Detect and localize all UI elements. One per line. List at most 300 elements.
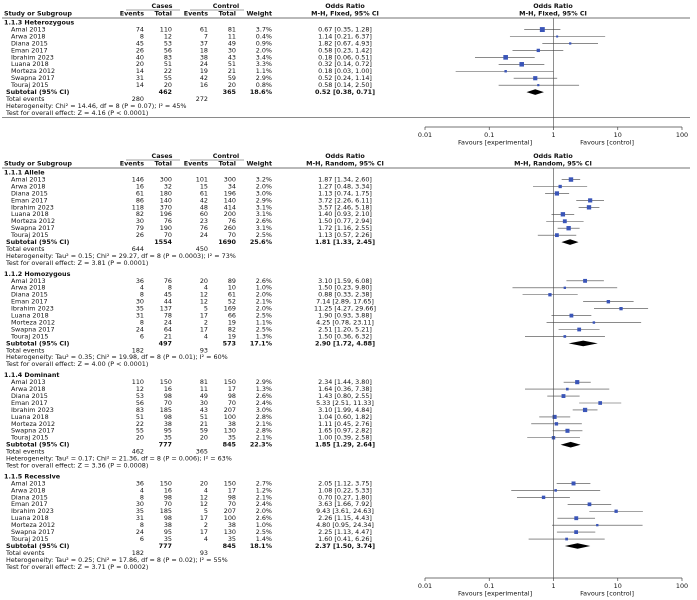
method-header: M-H, Fixed, 95% CI [311, 9, 379, 18]
study-or-square [570, 314, 574, 318]
subtotal-control-total: 845 [222, 541, 236, 550]
cases-events: 4 [139, 486, 144, 495]
cases-events: 86 [135, 196, 144, 205]
control-events: 30 [199, 398, 208, 407]
control-total: 82 [227, 325, 236, 334]
study-or-square [561, 212, 565, 216]
cases-total-header: Total [154, 159, 172, 168]
study-name: Amal 2013 [11, 276, 46, 285]
cases-total: 185 [159, 405, 172, 414]
study-or-ci: 1.04 [0.60, 1.82] [318, 412, 372, 421]
study-or-square [537, 84, 539, 86]
control-total: 100 [223, 514, 236, 523]
study-name: Touraj 2015 [11, 433, 49, 442]
control-events: 18 [199, 46, 208, 55]
subtotal-label: Subtotal (95% CI) [6, 541, 70, 550]
plot-method-header: M-H, Fixed, 95% CI [519, 9, 587, 18]
cases-total: 137 [159, 304, 172, 313]
control-events: 43 [199, 405, 208, 414]
x-tick-label: 0.01 [417, 131, 433, 139]
total-events-label: Total events [6, 94, 45, 103]
study-or-square [577, 328, 581, 332]
study-or-ci: 4.25 [0.78, 23.11] [316, 318, 374, 327]
study-or-ci: 2.26 [1.15, 4.43] [318, 514, 372, 523]
study-weight: 3.7% [255, 25, 272, 34]
control-total-header: Total [218, 159, 236, 168]
cases-events: 31 [135, 514, 144, 523]
control-total: 52 [227, 297, 236, 306]
study-name: Morteza 2012 [11, 217, 56, 226]
control-events: 2 [203, 318, 208, 327]
cases-total: 70 [163, 398, 172, 407]
control-events: 49 [199, 391, 208, 400]
subtotal-control-total: 1690 [218, 238, 236, 246]
x-tick-label: 1 [551, 582, 556, 590]
cases-total: 300 [159, 175, 172, 184]
cases-total: 180 [159, 189, 172, 198]
cases-total: 16 [163, 486, 172, 495]
subtotal-diamond [561, 442, 581, 448]
study-or-square [572, 481, 576, 485]
control-total: 30 [227, 46, 236, 55]
control-events: 23 [199, 217, 208, 226]
study-name: Amal 2013 [11, 25, 46, 34]
control-total: 43 [227, 53, 236, 62]
favours-experimental-label: Favours [experimental] [457, 589, 533, 598]
control-total: 200 [223, 210, 236, 219]
cases-total: 76 [163, 276, 172, 285]
control-events-header: Events [183, 159, 208, 168]
study-weight: 1.4% [255, 534, 272, 543]
subtotal-weight: 18.6% [249, 88, 272, 96]
study-or-square [519, 62, 524, 67]
control-events: 4 [203, 534, 208, 543]
study-weight: 3.4% [255, 53, 272, 62]
control-events: 38 [199, 53, 208, 62]
subtotal-or-ci: 1.81 [1.33, 2.45] [314, 238, 376, 246]
control-events: 42 [199, 196, 208, 205]
heterogeneity-text: Heterogeneity: Chi² = 14.46, df = 8 (P = 0.07); I² = 45% [6, 101, 187, 110]
control-events: 19 [199, 67, 208, 76]
cases-total: 35 [163, 534, 172, 543]
study-weight: 2.9% [255, 74, 272, 83]
cases-total: 98 [163, 493, 172, 502]
subtotal-or-ci: 2.90 [1.72, 4.88] [314, 339, 376, 348]
cases-total: 83 [163, 53, 172, 62]
study-or-ci: 1.90 [0.93, 3.88] [318, 311, 372, 320]
study-name: Morteza 2012 [11, 521, 56, 530]
control-events: 59 [199, 426, 208, 435]
cases-events: 79 [135, 224, 144, 233]
study-weight: 0.9% [255, 39, 272, 48]
cases-total: 76 [163, 217, 172, 226]
cases-events: 35 [135, 507, 144, 516]
cases-events: 4 [139, 283, 144, 292]
study-or-ci: 2.05 [1.12, 3.75] [318, 479, 372, 488]
study-weight: 2.8% [255, 412, 272, 421]
control-total: 61 [227, 290, 236, 299]
study-or-square [555, 422, 558, 425]
study-or-square [598, 401, 602, 405]
control-total: 66 [227, 311, 236, 320]
cases-total: 185 [159, 507, 172, 516]
study-weight: 3.3% [255, 60, 272, 69]
heterogeneity-text: Heterogeneity: Tau² = 0.15; Chi² = 29.27, df = 8 (P = 0.0003); I² = 73% [6, 251, 236, 260]
study-or-square [559, 185, 562, 188]
control-total: 260 [223, 224, 236, 233]
study-or-square [555, 191, 559, 195]
total-events-label: Total events [6, 346, 45, 355]
study-name: Eman 2017 [11, 196, 48, 205]
study-or-square [533, 76, 537, 80]
study-weight: 3.1% [255, 224, 272, 233]
cases-events: 6 [139, 332, 144, 341]
x-tick-label: 0.01 [417, 582, 433, 590]
subgroup-label: 1.1.4 Dominant [4, 371, 60, 380]
cases-events: 35 [135, 304, 144, 313]
control-total: 19 [227, 318, 236, 327]
study-name: Eman 2017 [11, 46, 48, 55]
control-events: 4 [203, 332, 208, 341]
control-events: 51 [199, 412, 208, 421]
x-tick-label: 100 [675, 131, 689, 139]
cases-events: 16 [135, 182, 144, 191]
study-or-ci: 0.18 [0.03, 1.00] [318, 67, 372, 76]
control-events: 21 [199, 419, 208, 428]
control-total: 10 [227, 283, 236, 292]
control-events: 17 [199, 325, 208, 334]
study-name: Eman 2017 [11, 500, 48, 509]
study-name: Morteza 2012 [11, 67, 56, 76]
study-name: Arwa 2018 [11, 182, 46, 191]
study-weight: 2.8% [255, 426, 272, 435]
cases-total: 12 [163, 32, 172, 41]
cases-total: 53 [163, 39, 172, 48]
study-or-ci: 3.10 [1.59, 6.08] [318, 276, 372, 285]
cases-total: 196 [159, 210, 172, 219]
cases-total: 98 [163, 514, 172, 523]
cases-total: 70 [163, 500, 172, 509]
control-events: 4 [203, 486, 208, 495]
study-or-ci: 0.52 [0.24, 1.14] [318, 74, 372, 83]
study-or-ci: 1.50 [0.23, 9.80] [318, 283, 372, 292]
subtotal-weight: 17.1% [249, 339, 272, 348]
control-total: 59 [227, 74, 236, 83]
favours-control-label: Favours [control] [580, 138, 634, 147]
control-events: 2 [203, 521, 208, 530]
cases-total: 16 [163, 385, 172, 393]
cases-events: 55 [135, 426, 144, 435]
control-total: 49 [227, 39, 236, 48]
study-name: Amal 2013 [11, 378, 46, 387]
cases-total-header: Total [154, 9, 172, 18]
study-or-square [587, 205, 591, 209]
cases-total: 38 [163, 419, 172, 428]
subtotal-label: Subtotal (95% CI) [6, 339, 70, 348]
cases-events: 31 [135, 74, 144, 83]
control-total: 140 [223, 196, 236, 205]
control-total: 207 [223, 507, 236, 516]
cases-total: 98 [163, 391, 172, 400]
study-name: Arwa 2018 [11, 32, 46, 41]
total-events-control: 93 [199, 548, 208, 557]
cases-total: 8 [167, 283, 172, 292]
study-name: Swapna 2017 [11, 325, 55, 334]
cases-events: 26 [135, 46, 144, 55]
favours-control-label: Favours [control] [580, 589, 634, 598]
cases-events: 22 [135, 419, 144, 428]
cases-events: 30 [135, 500, 144, 509]
study-weight: 2.1% [255, 433, 272, 442]
study-or-ci: 9.43 [3.61, 24.63] [316, 507, 374, 516]
study-or-ci: 1.13 [0.57, 2.26] [318, 231, 372, 240]
study-weight: 3.2% [255, 175, 272, 184]
study-or-ci: 3.72 [2.26, 6.11] [318, 196, 372, 205]
study-or-ci: 1.64 [0.36, 7.38] [318, 385, 372, 393]
study-name: Arwa 2018 [11, 486, 46, 495]
cases-total: 140 [159, 196, 172, 205]
control-events: 7 [203, 32, 208, 41]
cases-header: Cases [151, 2, 173, 10]
cases-events: 30 [135, 297, 144, 306]
subtotal-control-total: 845 [222, 440, 236, 449]
control-total: 100 [223, 412, 236, 421]
study-or-ci: 1.13 [0.74, 1.75] [318, 189, 372, 198]
cases-events: 30 [135, 217, 144, 226]
study-or-square [564, 287, 566, 289]
study-or-square [614, 510, 617, 513]
study-or-ci: 2.34 [1.44, 3.80] [318, 378, 372, 387]
cases-total: 64 [163, 325, 172, 334]
cases-events: 83 [135, 405, 144, 414]
study-weight: 2.6% [255, 514, 272, 523]
x-tick-label: 0.1 [484, 131, 495, 139]
weight-header: Weight [246, 9, 272, 18]
total-events-label: Total events [6, 548, 45, 557]
control-total: 38 [227, 419, 236, 428]
cases-events: 36 [135, 276, 144, 285]
study-weight: 2.4% [255, 398, 272, 407]
subgroup-label: 1.1.3 Heterozygous [4, 18, 75, 27]
control-events: 24 [199, 231, 208, 240]
subtotal-control-total: 573 [222, 339, 236, 348]
study-or-ci: 3.10 [1.99, 4.84] [318, 405, 372, 414]
control-total: 17 [227, 385, 236, 393]
overall-effect-text: Test for overall effect: Z = 3.36 (P = 0.0008) [6, 461, 149, 470]
control-total: 150 [223, 378, 236, 387]
control-total: 150 [223, 479, 236, 488]
study-or-square [619, 307, 622, 310]
subtotal-cases-total: 777 [158, 541, 172, 550]
weight-header: Weight [246, 159, 272, 168]
control-events: 12 [199, 290, 208, 299]
cases-events: 51 [135, 412, 144, 421]
heterogeneity-text: Heterogeneity: Tau² = 0.25; Chi² = 17.86, df = 8 (P = 0.02); I² = 55% [6, 555, 228, 564]
method-header: M-H, Random, 95% CI [306, 159, 384, 168]
study-or-ci: 1.27 [0.48, 3.34] [318, 182, 372, 191]
study-weight: 1.3% [255, 385, 272, 393]
study-weight: 2.1% [255, 419, 272, 428]
study-or-square [548, 293, 551, 296]
study-weight: 1.2% [255, 486, 272, 495]
cases-events: 61 [135, 189, 144, 198]
study-or-square [540, 27, 545, 32]
study-name: Ibrahim 2023 [11, 304, 54, 313]
subtotal-diamond [565, 543, 590, 549]
control-events: 12 [199, 500, 208, 509]
control-events: 61 [199, 25, 208, 34]
control-events: 12 [199, 493, 208, 502]
study-weight: 2.1% [255, 297, 272, 306]
cases-events: 56 [135, 398, 144, 407]
study-name: Morteza 2012 [11, 318, 56, 327]
overall-effect-text: Test for overall effect: Z = 3.71 (P = 0.0002) [6, 562, 149, 571]
cases-events: 20 [135, 60, 144, 69]
control-header: Control [212, 152, 240, 160]
study-weight: 2.5% [255, 311, 272, 320]
study-or-square [583, 279, 587, 283]
heterogeneity-text: Heterogeneity: Tau² = 0.17; Chi² = 21.36, df = 8 (P = 0.006); I² = 63% [6, 454, 232, 463]
cases-events: 31 [135, 311, 144, 320]
study-weight: 3.0% [255, 405, 272, 414]
subtotal-label: Subtotal (95% CI) [6, 238, 70, 246]
study-or-square [583, 408, 587, 412]
study-or-ci: 3.63 [1.66, 7.92] [318, 500, 372, 509]
study-or-square [596, 524, 598, 526]
study-name: Touraj 2015 [11, 332, 49, 341]
study-weight: 1.0% [255, 283, 272, 292]
control-events-header: Events [183, 9, 208, 18]
control-events: 20 [199, 479, 208, 488]
study-weight: 2.6% [255, 217, 272, 226]
control-events: 12 [199, 297, 208, 306]
cases-events: 8 [139, 493, 144, 502]
control-events: 48 [199, 203, 208, 212]
study-weight: 1.0% [255, 521, 272, 530]
cases-events: 36 [135, 479, 144, 488]
control-events: 101 [195, 175, 208, 184]
study-or-ci: 11.25 [4.27, 29.66] [314, 304, 376, 313]
control-total: 207 [223, 405, 236, 414]
x-tick-label: 10 [613, 582, 622, 590]
control-events: 5 [203, 304, 208, 313]
cases-events: 146 [131, 175, 144, 184]
study-or-square [555, 233, 559, 237]
subtotal-cases-total: 497 [158, 339, 172, 348]
study-name: Luana 2018 [11, 210, 49, 219]
study-or-square [537, 49, 540, 52]
cases-events: 82 [135, 210, 144, 219]
control-total: 70 [227, 398, 236, 407]
cases-events: 8 [139, 521, 144, 530]
control-total: 17 [227, 486, 236, 495]
total-events-cases: 644 [131, 244, 144, 253]
study-weight: 0.8% [255, 81, 272, 90]
control-total: 38 [227, 521, 236, 530]
study-or-square [504, 70, 506, 72]
cases-total: 55 [163, 74, 172, 83]
total-events-label: Total events [6, 244, 45, 253]
study-or-ci: 0.32 [0.14, 0.72] [318, 60, 372, 69]
study-or-square [607, 300, 610, 303]
study-weight: 2.0% [255, 182, 272, 191]
study-or-square [574, 516, 578, 520]
subtotal-weight: 22.3% [249, 440, 272, 449]
subtotal-label: Subtotal (95% CI) [6, 440, 70, 449]
study-or-square [565, 538, 568, 541]
study-or-square [565, 429, 569, 433]
study-weight: 2.1% [255, 493, 272, 502]
control-total: 130 [223, 426, 236, 435]
control-total: 300 [223, 175, 236, 184]
x-tick-label: 100 [675, 582, 689, 590]
cases-events: 53 [135, 391, 144, 400]
cases-events-header: Events [119, 9, 144, 18]
study-or-ci: 5.33 [2.51, 11.33] [316, 398, 374, 407]
study-name: Diana 2015 [11, 39, 48, 48]
study-name: Swapna 2017 [11, 74, 55, 83]
cases-events: 45 [135, 39, 144, 48]
cases-events: 8 [139, 318, 144, 327]
study-name: Luana 2018 [11, 412, 49, 421]
total-events-cases: 182 [131, 346, 144, 355]
control-total: 19 [227, 332, 236, 341]
study-or-ci: 1.43 [0.80, 2.55] [318, 391, 372, 400]
cases-header: Cases [151, 152, 173, 160]
total-events-cases: 280 [131, 94, 144, 103]
control-total: 70 [227, 500, 236, 509]
study-weight: 2.6% [255, 391, 272, 400]
study-or-ci: 1.65 [0.97, 2.82] [318, 426, 372, 435]
study-name: Ibrahim 2023 [11, 405, 54, 414]
study-weight: 1.1% [255, 318, 272, 327]
total-events-label: Total events [6, 447, 45, 456]
study-weight: 2.5% [255, 231, 272, 240]
cases-total: 20 [163, 81, 172, 90]
cases-total: 110 [159, 25, 172, 34]
study-name: Swapna 2017 [11, 224, 55, 233]
study-name: Swapna 2017 [11, 426, 55, 435]
control-total: 76 [227, 217, 236, 226]
subtotal-cases-total: 777 [158, 440, 172, 449]
control-total: 130 [223, 528, 236, 536]
total-events-control: 93 [199, 346, 208, 355]
study-or-square [562, 394, 566, 398]
cases-events: 26 [135, 231, 144, 240]
study-or-square [556, 36, 558, 38]
study-weight: 2.0% [255, 507, 272, 516]
study-or-ci: 2.25 [1.13, 4.47] [318, 528, 372, 536]
cases-events: 20 [135, 433, 144, 442]
cases-total: 21 [163, 332, 172, 341]
control-events: 11 [199, 385, 208, 393]
cases-total: 56 [163, 46, 172, 55]
cases-events: 14 [135, 81, 144, 90]
control-total: 35 [227, 433, 236, 442]
subgroup-label: 1.1.1 Allele [4, 168, 45, 177]
study-or-ci: 1.11 [0.45, 2.76] [318, 419, 372, 428]
cases-events: 8 [139, 32, 144, 41]
study-or-square [574, 530, 578, 534]
cases-total: 95 [163, 426, 172, 435]
study-name: Amal 2013 [11, 175, 46, 184]
subtotal-cases-total: 1554 [154, 238, 172, 246]
study-weight: 2.4% [255, 500, 272, 509]
control-total: 196 [223, 189, 236, 198]
overall-effect-text: Test for overall effect: Z = 3.81 (P = 0.0001) [6, 258, 149, 267]
control-events: 81 [199, 378, 208, 387]
study-or-ci: 0.18 [0.06, 0.51] [318, 53, 372, 62]
